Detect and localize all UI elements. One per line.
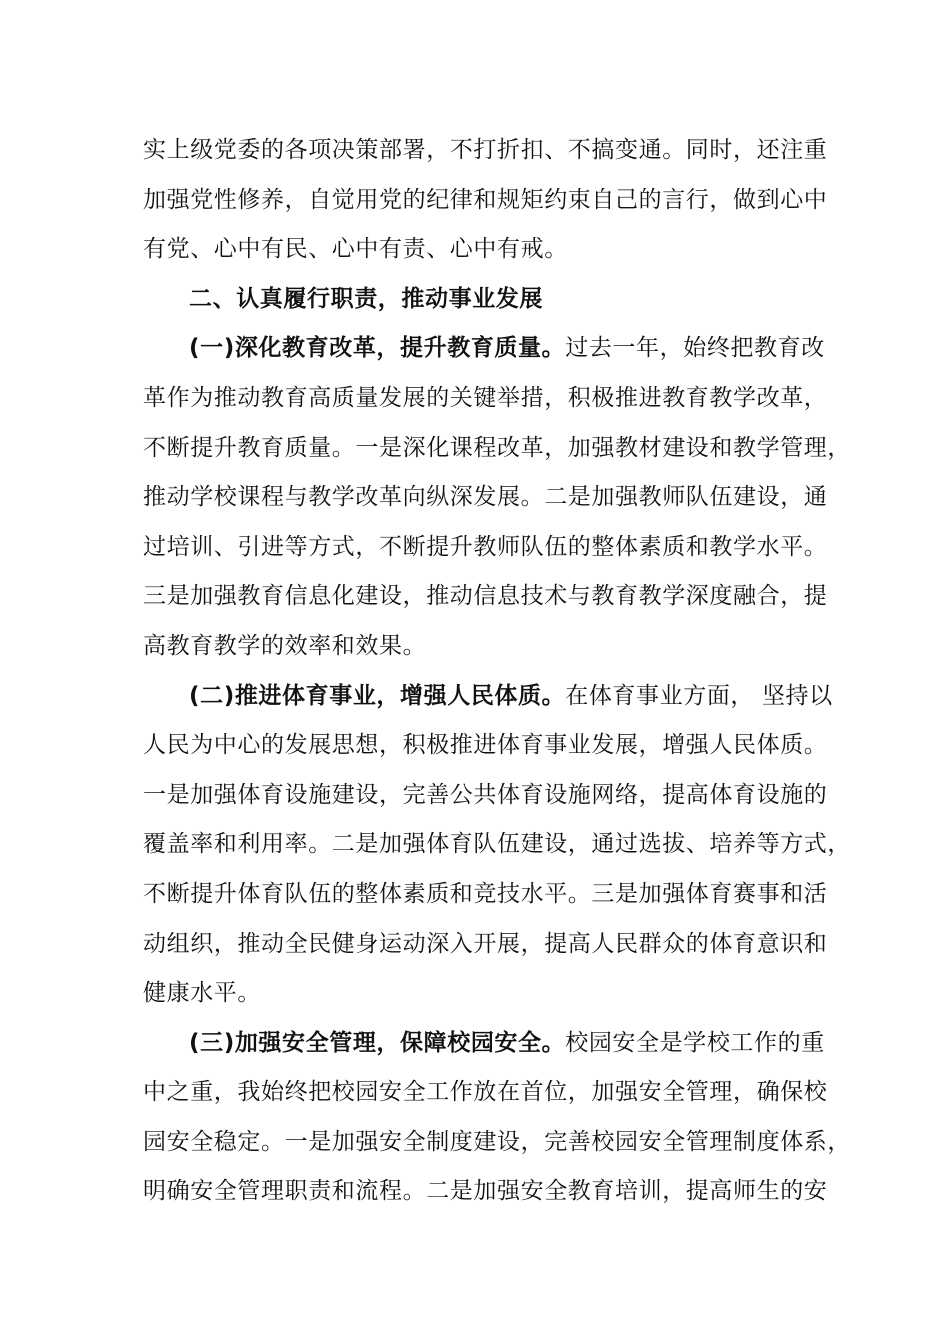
document-body xyxy=(143,126,851,1217)
text-line: 不断提升体育队伍的整体素质和竞技水平。三是加强体育赛事和活 xyxy=(143,880,828,907)
text-line: 一是加强体育设施建设，完善公共体育设施网络，提高体育设施的 xyxy=(143,781,828,808)
text-line: 有党、心中有民、心中有责、心中有戒。 xyxy=(143,236,568,263)
text-line: 动组织，推动全民健身运动深入开展，提高人民群众的体育意识和 xyxy=(143,930,828,957)
subsection-first-line xyxy=(143,1019,823,1069)
subsection-first-line xyxy=(143,324,823,374)
text-span: 校园安全是学校工作的重 xyxy=(565,1029,825,1056)
subsection-title: (二)推进体育事业，增强人民体质。 xyxy=(189,682,566,709)
text-span: 过去一年，始终把教育改 xyxy=(565,335,825,362)
subsection-title: (一)深化教育改革，提升教育质量。 xyxy=(189,335,566,362)
text-line: 高教育教学的效率和效果。 xyxy=(143,632,427,659)
text-line: 人民为中心的发展思想，积极推进体育事业发展，增强人民体质。 xyxy=(143,732,828,759)
text-line: 中之重，我始终把校园安全工作放在首位，加强安全管理，确保校 xyxy=(143,1079,828,1106)
text-line: 过培训、引进等方式，不断提升教师队伍的整体素质和教学水平。 xyxy=(143,533,828,560)
text-line: 加强党性修养，自觉用党的纪律和规矩约束自己的言行，做到心中 xyxy=(143,186,828,213)
text-line: 革作为推动教育高质量发展的关键举措，积极推进教育教学改革， xyxy=(143,384,828,411)
section-heading: 二、认真履行职责，推动事业发展 xyxy=(189,285,543,312)
text-line: 推动学校课程与教学改革向纵深发展。二是加强教师队伍建设，通 xyxy=(143,484,828,511)
text-line: 覆盖率和利用率。二是加强体育队伍建设，通过选拔、培养等方式， xyxy=(143,831,851,858)
text-line: 健康水平。 xyxy=(143,980,261,1007)
text-line: 园安全稳定。一是加强安全制度建设，完善校园安全管理制度体系， xyxy=(143,1128,851,1155)
text-line: 不断提升教育质量。一是深化课程改革，加强教材建设和教学管理， xyxy=(143,434,851,461)
text-span: 在体育事业方面， 坚持以 xyxy=(565,682,833,709)
text-line: 明确安全管理职责和流程。二是加强安全教育培训，提高师生的安 xyxy=(143,1178,828,1205)
subsection-first-line xyxy=(143,672,833,722)
subsection-title: (三)加强安全管理，保障校园安全。 xyxy=(189,1029,566,1056)
text-line: 三是加强教育信息化建设，推动信息技术与教育教学深度融合，提 xyxy=(143,583,828,610)
text-line: 实上级党委的各项决策部署，不打折扣、不搞变通。同时，还注重 xyxy=(143,137,828,163)
